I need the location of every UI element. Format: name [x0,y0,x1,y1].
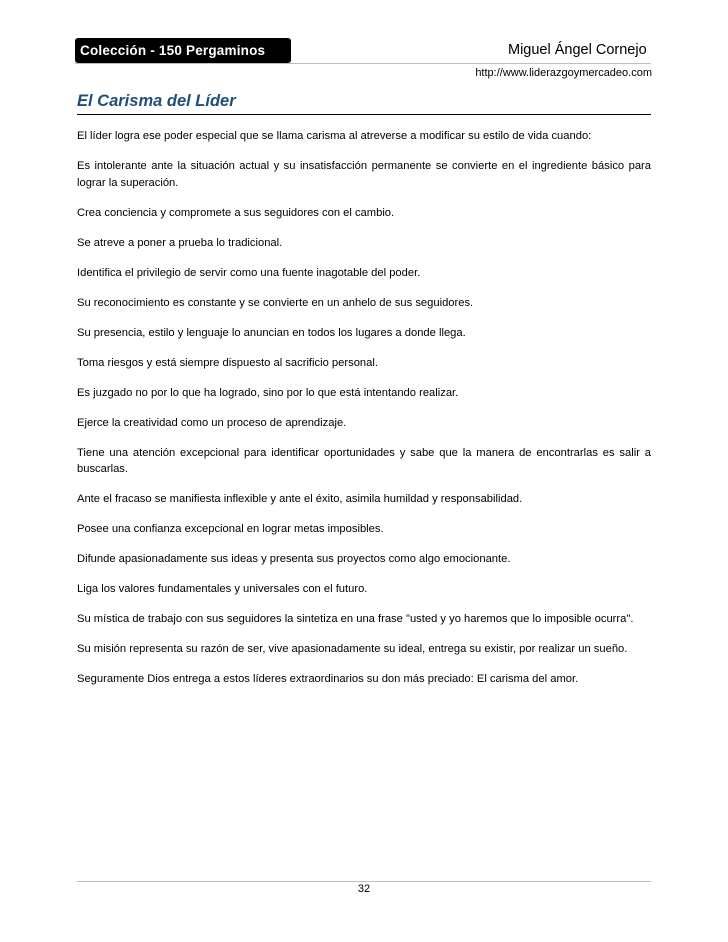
paragraph: Es juzgado no por lo que ha logrado, sino por lo que está intentando realizar. [77,386,459,399]
page-header [75,38,651,65]
document-title: El Carisma del Líder [77,92,651,115]
paragraph: Identifica el privilegio de servir como una fuente inagotable del poder. [77,266,421,279]
collection-badge: Colección - 150 Pergaminos [75,38,291,63]
paragraph: Tiene una atención excepcional para identificar oportunidades y sabe que la manera de encontrarlas es salir a buscarlas. [77,446,651,475]
page-number: 32 [357,883,371,895]
paragraph: Toma riesgos y está siempre dispuesto al sacrificio personal. [77,356,378,369]
document-body [77,128,651,701]
paragraph: Su misión representa su razón de ser, vive apasionadamente su ideal, entrega su existir, por realizar un sueño. [77,643,628,655]
author-name: Miguel Ángel Cornejo [508,42,647,58]
paragraph: Posee una confianza excepcional en lograr metas imposibles. [77,523,384,535]
paragraph: Su reconocimiento es constante y se convierte en un anhelo de sus seguidores. [77,296,474,309]
paragraph: Liga los valores fundamentales y universales con el futuro. [77,583,368,595]
paragraph: Es intolerante ante la situación actual y su insatisfacción permanente se convierte en el ingrediente básico para lograr la superación. [77,160,651,189]
website-url[interactable]: http://www.liderazgoymercadeo.com [475,67,652,79]
paragraph: Ante el fracaso se manifiesta inflexible y ante el éxito, asimila humildad y responsabilidad. [77,493,523,505]
paragraph: Seguramente Dios entrega a estos líderes extraordinarios su don más preciado: El carisma del amor. [77,673,579,685]
header-divider [75,63,651,64]
paragraph: Ejerce la creatividad como un proceso de aprendizaje. [77,416,347,429]
paragraph: Se atreve a poner a prueba lo tradicional. [77,236,283,249]
paragraph: Su mística de trabajo con sus seguidores la sintetiza en una frase "usted y yo haremos que lo imposible ocurra". [77,613,634,625]
paragraph: Difunde apasionadamente sus ideas y presenta sus proyectos como algo emocionante. [77,553,511,565]
paragraph: Crea conciencia y compromete a sus seguidores con el cambio. [77,206,395,219]
paragraph: El líder logra ese poder especial que se llama carisma al atreverse a modificar su estilo de vida cuando: [77,130,592,142]
footer-divider [77,881,651,882]
paragraph: Su presencia, estilo y lenguaje lo anuncian en todos los lugares a donde llega. [77,326,466,339]
